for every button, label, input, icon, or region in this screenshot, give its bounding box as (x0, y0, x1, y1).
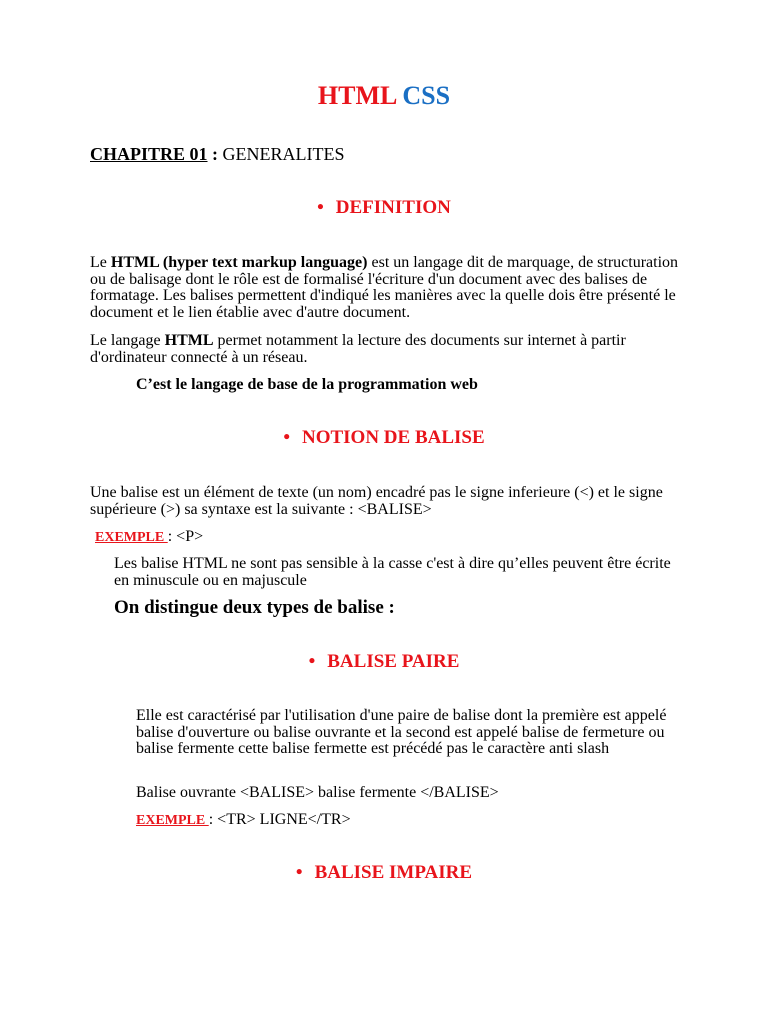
example-value: : <TR> LIGNE</TR> (208, 811, 351, 828)
bullet-icon: • (283, 427, 290, 448)
def-le: Le (90, 254, 111, 271)
chapter-heading (90, 143, 345, 165)
balise-types-heading: On distingue deux types de balise : (114, 597, 395, 618)
def-p2-a: Le langage (90, 332, 165, 349)
section-definition-label: DEFINITION (335, 197, 451, 218)
def-p2-rest: permet notamment la lecture des documents sur internet à partir d'ordinateur connecté à un réseau. (90, 332, 626, 366)
section-impaire (0, 861, 768, 885)
example-value: : <P> (167, 528, 204, 545)
definition-paragraph-1 (90, 255, 680, 321)
paire-paragraph-2: Balise ouvrante <BALISE> balise fermente </BALISE> (136, 784, 499, 801)
def-p1-rest: est un langage dit de marquage, de structuration ou de balisage dont le rôle est de formalisé l'écriture d'un document avec des balises de formatage. Les balises permettent d'indiqué les manières avec la quelle dois être présenté le document et le lien établie avec d'autre document. (90, 254, 679, 321)
notion-paragraph-1: Une balise est un élément de texte (un nom) encadré pas le signe inferieure (<) et le signe supérieure (>) sa syntaxe est la suivante : <BALISE> (90, 484, 663, 518)
section-notion-label: NOTION DE BALISE (301, 427, 485, 448)
notion-example (95, 529, 203, 547)
definition-paragraph-3: C’est le langage de base de la programmation web (136, 376, 478, 393)
title-css: CSS (402, 81, 451, 110)
title-html: HTML (317, 81, 396, 110)
section-notion (0, 426, 768, 450)
chapter-text: GENERALITES (218, 144, 345, 164)
definition-paragraph-2 (90, 333, 680, 366)
notion-paragraph-2: Les balise HTML ne sont pas sensible à la casse c'est à dire qu’elles peuvent être écrite en minuscule ou en majuscule (114, 555, 671, 589)
section-paire (0, 650, 768, 674)
chapter-label: CHAPITRE 01 (90, 144, 208, 164)
example-label: EXEMPLE (136, 813, 209, 828)
section-definition (0, 196, 768, 220)
def-html-bold: HTML (hyper text markup language) (110, 254, 368, 271)
def-p2-bold: HTML (164, 332, 214, 349)
chapter-colon: : (207, 144, 219, 164)
section-impaire-label: BALISE IMPAIRE (314, 862, 473, 883)
example-label: EXEMPLE (95, 530, 168, 545)
section-paire-label: BALISE PAIRE (327, 651, 460, 672)
bullet-icon: • (308, 651, 316, 672)
page-title (0, 80, 768, 112)
paire-example (136, 812, 351, 830)
paire-paragraph-1: Elle est caractérisé par l'utilisation d'une paire de balise dont la première est appelé balise d'ouverture ou balise ouvrante et la second est appelé balise de fermeture ou balise fermente cette balise fermette est précédé pas le caractère anti slash (136, 707, 667, 757)
bullet-icon: • (317, 197, 324, 218)
bullet-icon: • (295, 862, 303, 883)
